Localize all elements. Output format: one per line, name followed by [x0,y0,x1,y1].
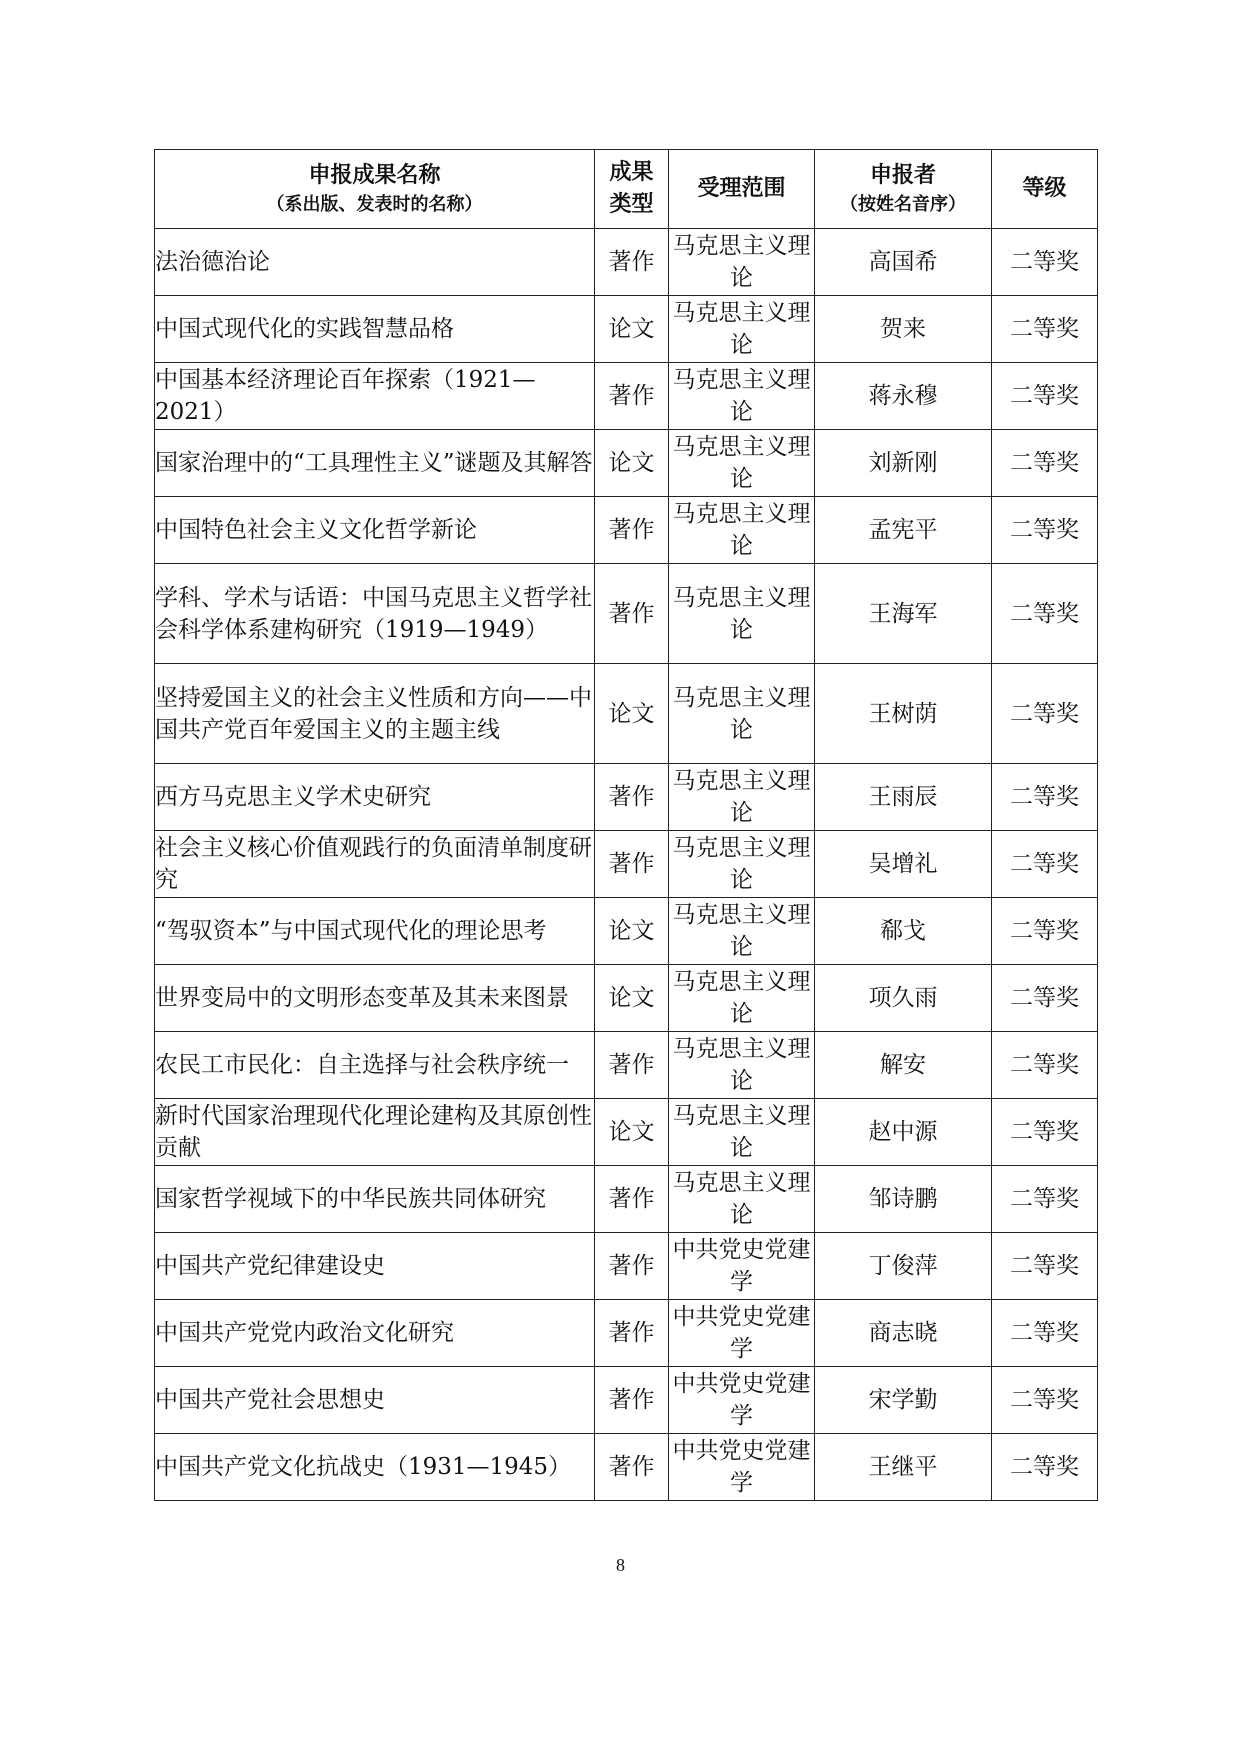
cell-scope: 中共党史党建学 [669,1233,815,1300]
cell-type: 著作 [595,1367,669,1434]
cell-name: 中国共产党社会思想史 [155,1367,595,1434]
cell-name: 中国共产党纪律建设史 [155,1233,595,1300]
awards-table [154,149,1098,1501]
cell-scope: 马克思主义理论 [669,1099,815,1166]
cell-author: 邹诗鹏 [815,1166,992,1233]
cell-grade: 二等奖 [992,831,1098,898]
header-name-title: 申报成果名称 [308,163,441,188]
cell-type: 论文 [595,296,669,363]
cell-scope: 马克思主义理论 [669,497,815,564]
cell-name: 社会主义核心价值观践行的负面清单制度研究 [155,831,595,898]
cell-author: 丁俊萍 [815,1233,992,1300]
cell-grade: 二等奖 [992,1434,1098,1501]
table-row [155,363,1098,430]
header-author-subtitle: （按姓名音序） [840,194,966,215]
cell-type: 著作 [595,1434,669,1501]
cell-scope: 马克思主义理论 [669,229,815,296]
cell-scope: 马克思主义理论 [669,965,815,1032]
cell-scope: 中共党史党建学 [669,1300,815,1367]
cell-name: 西方马克思主义学术史研究 [155,764,595,831]
cell-author: 蒋永穆 [815,363,992,430]
header-name-subtitle: （系出版、发表时的名称） [266,194,483,215]
cell-grade: 二等奖 [992,229,1098,296]
cell-author: 贺来 [815,296,992,363]
table-row [155,764,1098,831]
table-row [155,898,1098,965]
table-row [155,1099,1098,1166]
table-row [155,1032,1098,1099]
cell-author: 赵中源 [815,1099,992,1166]
table-row [155,497,1098,564]
table-row [155,1166,1098,1233]
table-row [155,1367,1098,1434]
cell-scope: 中共党史党建学 [669,1434,815,1501]
cell-type: 论文 [595,965,669,1032]
cell-grade: 二等奖 [992,430,1098,497]
table-body [155,229,1098,1501]
cell-type: 著作 [595,564,669,664]
cell-name: 国家哲学视域下的中华民族共同体研究 [155,1166,595,1233]
cell-author: 王雨辰 [815,764,992,831]
cell-type: 著作 [595,764,669,831]
cell-type: 论文 [595,1099,669,1166]
cell-scope: 马克思主义理论 [669,898,815,965]
table-row [155,664,1098,764]
cell-scope: 马克思主义理论 [669,564,815,664]
cell-author: 吴增礼 [815,831,992,898]
header-author [815,150,992,229]
cell-author: 宋学勤 [815,1367,992,1434]
cell-grade: 二等奖 [992,296,1098,363]
cell-type: 著作 [595,1166,669,1233]
cell-grade: 二等奖 [992,1300,1098,1367]
cell-type: 著作 [595,1032,669,1099]
table-row [155,1434,1098,1501]
cell-scope: 马克思主义理论 [669,1032,815,1099]
cell-grade: 二等奖 [992,1032,1098,1099]
cell-grade: 二等奖 [992,965,1098,1032]
cell-type: 著作 [595,1233,669,1300]
cell-author: 刘新刚 [815,430,992,497]
cell-name: 中国基本经济理论百年探索（1921—2021） [155,363,595,430]
cell-name: 坚持爱国主义的社会主义性质和方向——中国共产党百年爱国主义的主题主线 [155,664,595,764]
cell-author: 郗戈 [815,898,992,965]
table-header-row [155,150,1098,229]
cell-author: 王继平 [815,1434,992,1501]
cell-name: 中国共产党文化抗战史（1931—1945） [155,1434,595,1501]
cell-name: “驾驭资本”与中国式现代化的理论思考 [155,898,595,965]
table-row [155,965,1098,1032]
cell-grade: 二等奖 [992,898,1098,965]
cell-name: 中国特色社会主义文化哲学新论 [155,497,595,564]
cell-grade: 二等奖 [992,564,1098,664]
cell-scope: 马克思主义理论 [669,664,815,764]
cell-name: 学科、学术与话语：中国马克思主义哲学社会科学体系建构研究（1919—1949） [155,564,595,664]
cell-type: 论文 [595,430,669,497]
cell-grade: 二等奖 [992,664,1098,764]
cell-grade: 二等奖 [992,1166,1098,1233]
cell-author: 高国希 [815,229,992,296]
header-grade: 等级 [992,150,1098,229]
cell-type: 论文 [595,664,669,764]
cell-scope: 马克思主义理论 [669,1166,815,1233]
header-name [155,150,595,229]
cell-author: 孟宪平 [815,497,992,564]
cell-author: 项久雨 [815,965,992,1032]
cell-type: 著作 [595,831,669,898]
cell-type: 著作 [595,363,669,430]
cell-type: 著作 [595,497,669,564]
cell-author: 商志晓 [815,1300,992,1367]
table-row [155,229,1098,296]
table-row [155,296,1098,363]
cell-author: 王海军 [815,564,992,664]
table-row [155,1300,1098,1367]
cell-name: 世界变局中的文明形态变革及其未来图景 [155,965,595,1032]
cell-scope: 马克思主义理论 [669,430,815,497]
cell-type: 著作 [595,1300,669,1367]
cell-scope: 中共党史党建学 [669,1367,815,1434]
cell-name: 法治德治论 [155,229,595,296]
cell-type: 著作 [595,229,669,296]
cell-grade: 二等奖 [992,1367,1098,1434]
cell-author: 解安 [815,1032,992,1099]
cell-scope: 马克思主义理论 [669,831,815,898]
table-row [155,831,1098,898]
table-row [155,564,1098,664]
cell-type: 论文 [595,898,669,965]
cell-grade: 二等奖 [992,764,1098,831]
cell-name: 中国共产党党内政治文化研究 [155,1300,595,1367]
header-type [595,150,669,229]
cell-name: 国家治理中的“工具理性主义”谜题及其解答 [155,430,595,497]
cell-name: 新时代国家治理现代化理论建构及其原创性贡献 [155,1099,595,1166]
page-number: 8 [616,1555,625,1575]
cell-name: 中国式现代化的实践智慧品格 [155,296,595,363]
cell-grade: 二等奖 [992,1099,1098,1166]
cell-scope: 马克思主义理论 [669,764,815,831]
cell-grade: 二等奖 [992,1233,1098,1300]
cell-scope: 马克思主义理论 [669,296,815,363]
header-type-line1: 成果 [609,160,654,185]
cell-grade: 二等奖 [992,363,1098,430]
cell-author: 王树荫 [815,664,992,764]
cell-grade: 二等奖 [992,497,1098,564]
header-type-line2: 类型 [609,192,654,217]
cell-name: 农民工市民化：自主选择与社会秩序统一 [155,1032,595,1099]
table-row [155,1233,1098,1300]
header-author-title: 申报者 [869,163,936,188]
header-scope: 受理范围 [669,150,815,229]
table-row [155,430,1098,497]
cell-scope: 马克思主义理论 [669,363,815,430]
